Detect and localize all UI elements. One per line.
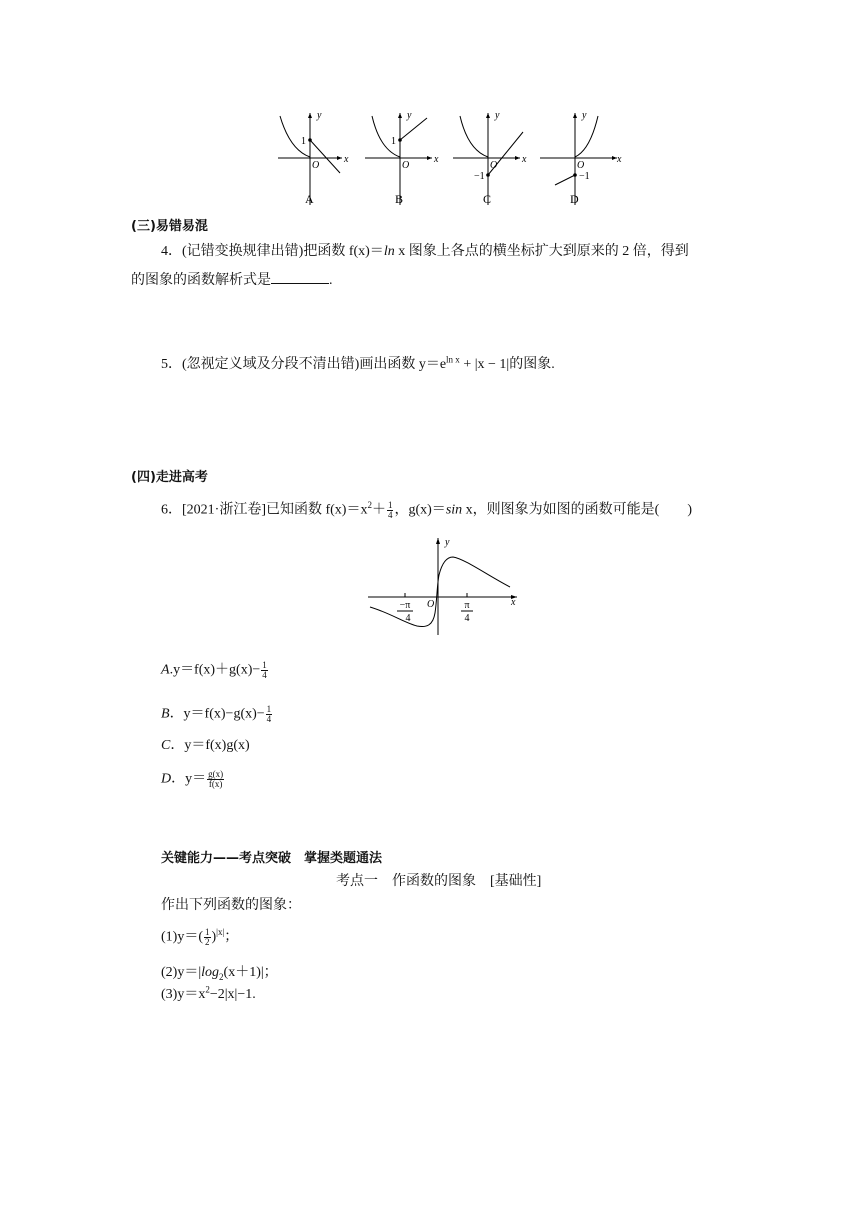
origin-label: O <box>577 160 585 171</box>
option-d[interactable]: D．y＝ $\frac{g(x)}{f(x)}$ <box>161 769 224 789</box>
question-5: 5．(忽视定义域及分段不清出错)画出函数 $y=e^{ln x} + |x - 1|$的图象. <box>161 354 555 372</box>
fraction: $\frac{g(x)}{f(x)}$ <box>208 769 224 789</box>
mark-label: −1 <box>579 171 590 182</box>
x-axis-label: x <box>617 154 622 165</box>
y-axis-label: y <box>407 110 412 121</box>
x-axis-label: x <box>522 154 527 165</box>
y-axis-label: y <box>582 110 587 121</box>
problem-2: $(2)y=|\log_2(x+1)|$； <box>161 965 278 982</box>
tick-label-pos-den: 4 <box>464 613 470 624</box>
tick-label-neg-den: 4 <box>405 613 411 624</box>
y-axis-label: y <box>317 110 322 121</box>
option-a[interactable]: A.y＝f(x)＋g(x)− $\frac{1}{4}$ <box>161 660 267 680</box>
question-4-line-1: 4．(记错变换规律出错)把函数 f(x)＝ln x 图象上各点的横坐标扩大到原来的 2 倍，得到 <box>161 244 689 259</box>
question-4-line-2: 的图象的函数解析式是 . <box>131 270 333 290</box>
option-graph-c <box>448 110 538 210</box>
topic-heading: 考点一 作函数的图象 [基础性] <box>336 874 542 889</box>
mark-label: 1 <box>391 136 396 147</box>
option-graph-a <box>270 110 360 210</box>
problem-1: (1)y＝( $\frac{1}{2}$ )$^{|x|}$； <box>161 927 239 947</box>
mark-label: 1 <box>301 136 306 147</box>
fraction: $\frac{1}{4}$ <box>262 660 267 680</box>
y-axis-label: y <box>445 537 450 548</box>
instruction-text: 作出下列函数的图象： <box>161 898 301 913</box>
origin-label: O <box>312 160 320 171</box>
question-6: 6．[2021·浙江卷]已知函数 $f(x)=x^2+$ $\frac{1}{4}$ ，g(x)＝sin x，则图象为如图的函数可能是( ) <box>161 500 692 520</box>
option-label: A <box>305 192 314 206</box>
origin-label: O <box>427 599 435 610</box>
fraction: $\frac{1}{4}$ <box>387 500 393 520</box>
tick-label-neg-num: −π <box>399 600 411 611</box>
key-ability-heading: 关键能力——考点突破 掌握类题通法 <box>161 851 383 866</box>
x-axis-label: x <box>511 597 516 608</box>
answer-blank[interactable] <box>271 270 329 284</box>
origin-label: O <box>402 160 410 171</box>
mark-label: −1 <box>474 171 485 182</box>
x-axis-label: x <box>434 154 439 165</box>
fraction: $\frac{1}{2}$ <box>205 927 210 947</box>
section-heading: (四)走进高考 <box>131 470 208 485</box>
option-graph-d <box>535 110 627 210</box>
option-c[interactable]: C．y＝f(x)g(x) <box>161 738 250 753</box>
origin-label: O <box>490 160 498 171</box>
option-label: B <box>395 192 404 206</box>
problem-3: $(3)y=x^2-2|x|-1$. <box>161 984 256 1002</box>
fraction: $\frac{1}{4}$ <box>266 704 272 724</box>
option-label: C <box>483 192 492 206</box>
option-graph-b <box>360 110 450 210</box>
option-b[interactable]: B．y＝f(x)−g(x)− $\frac{1}{4}$ <box>161 704 272 724</box>
question-6-graph <box>365 535 530 640</box>
tick-label-pos-num: π <box>464 600 470 611</box>
x-axis-label: x <box>344 154 349 165</box>
option-label: D <box>570 192 579 206</box>
y-axis-label: y <box>495 110 500 121</box>
section-heading: (三)易错易混 <box>131 219 208 234</box>
